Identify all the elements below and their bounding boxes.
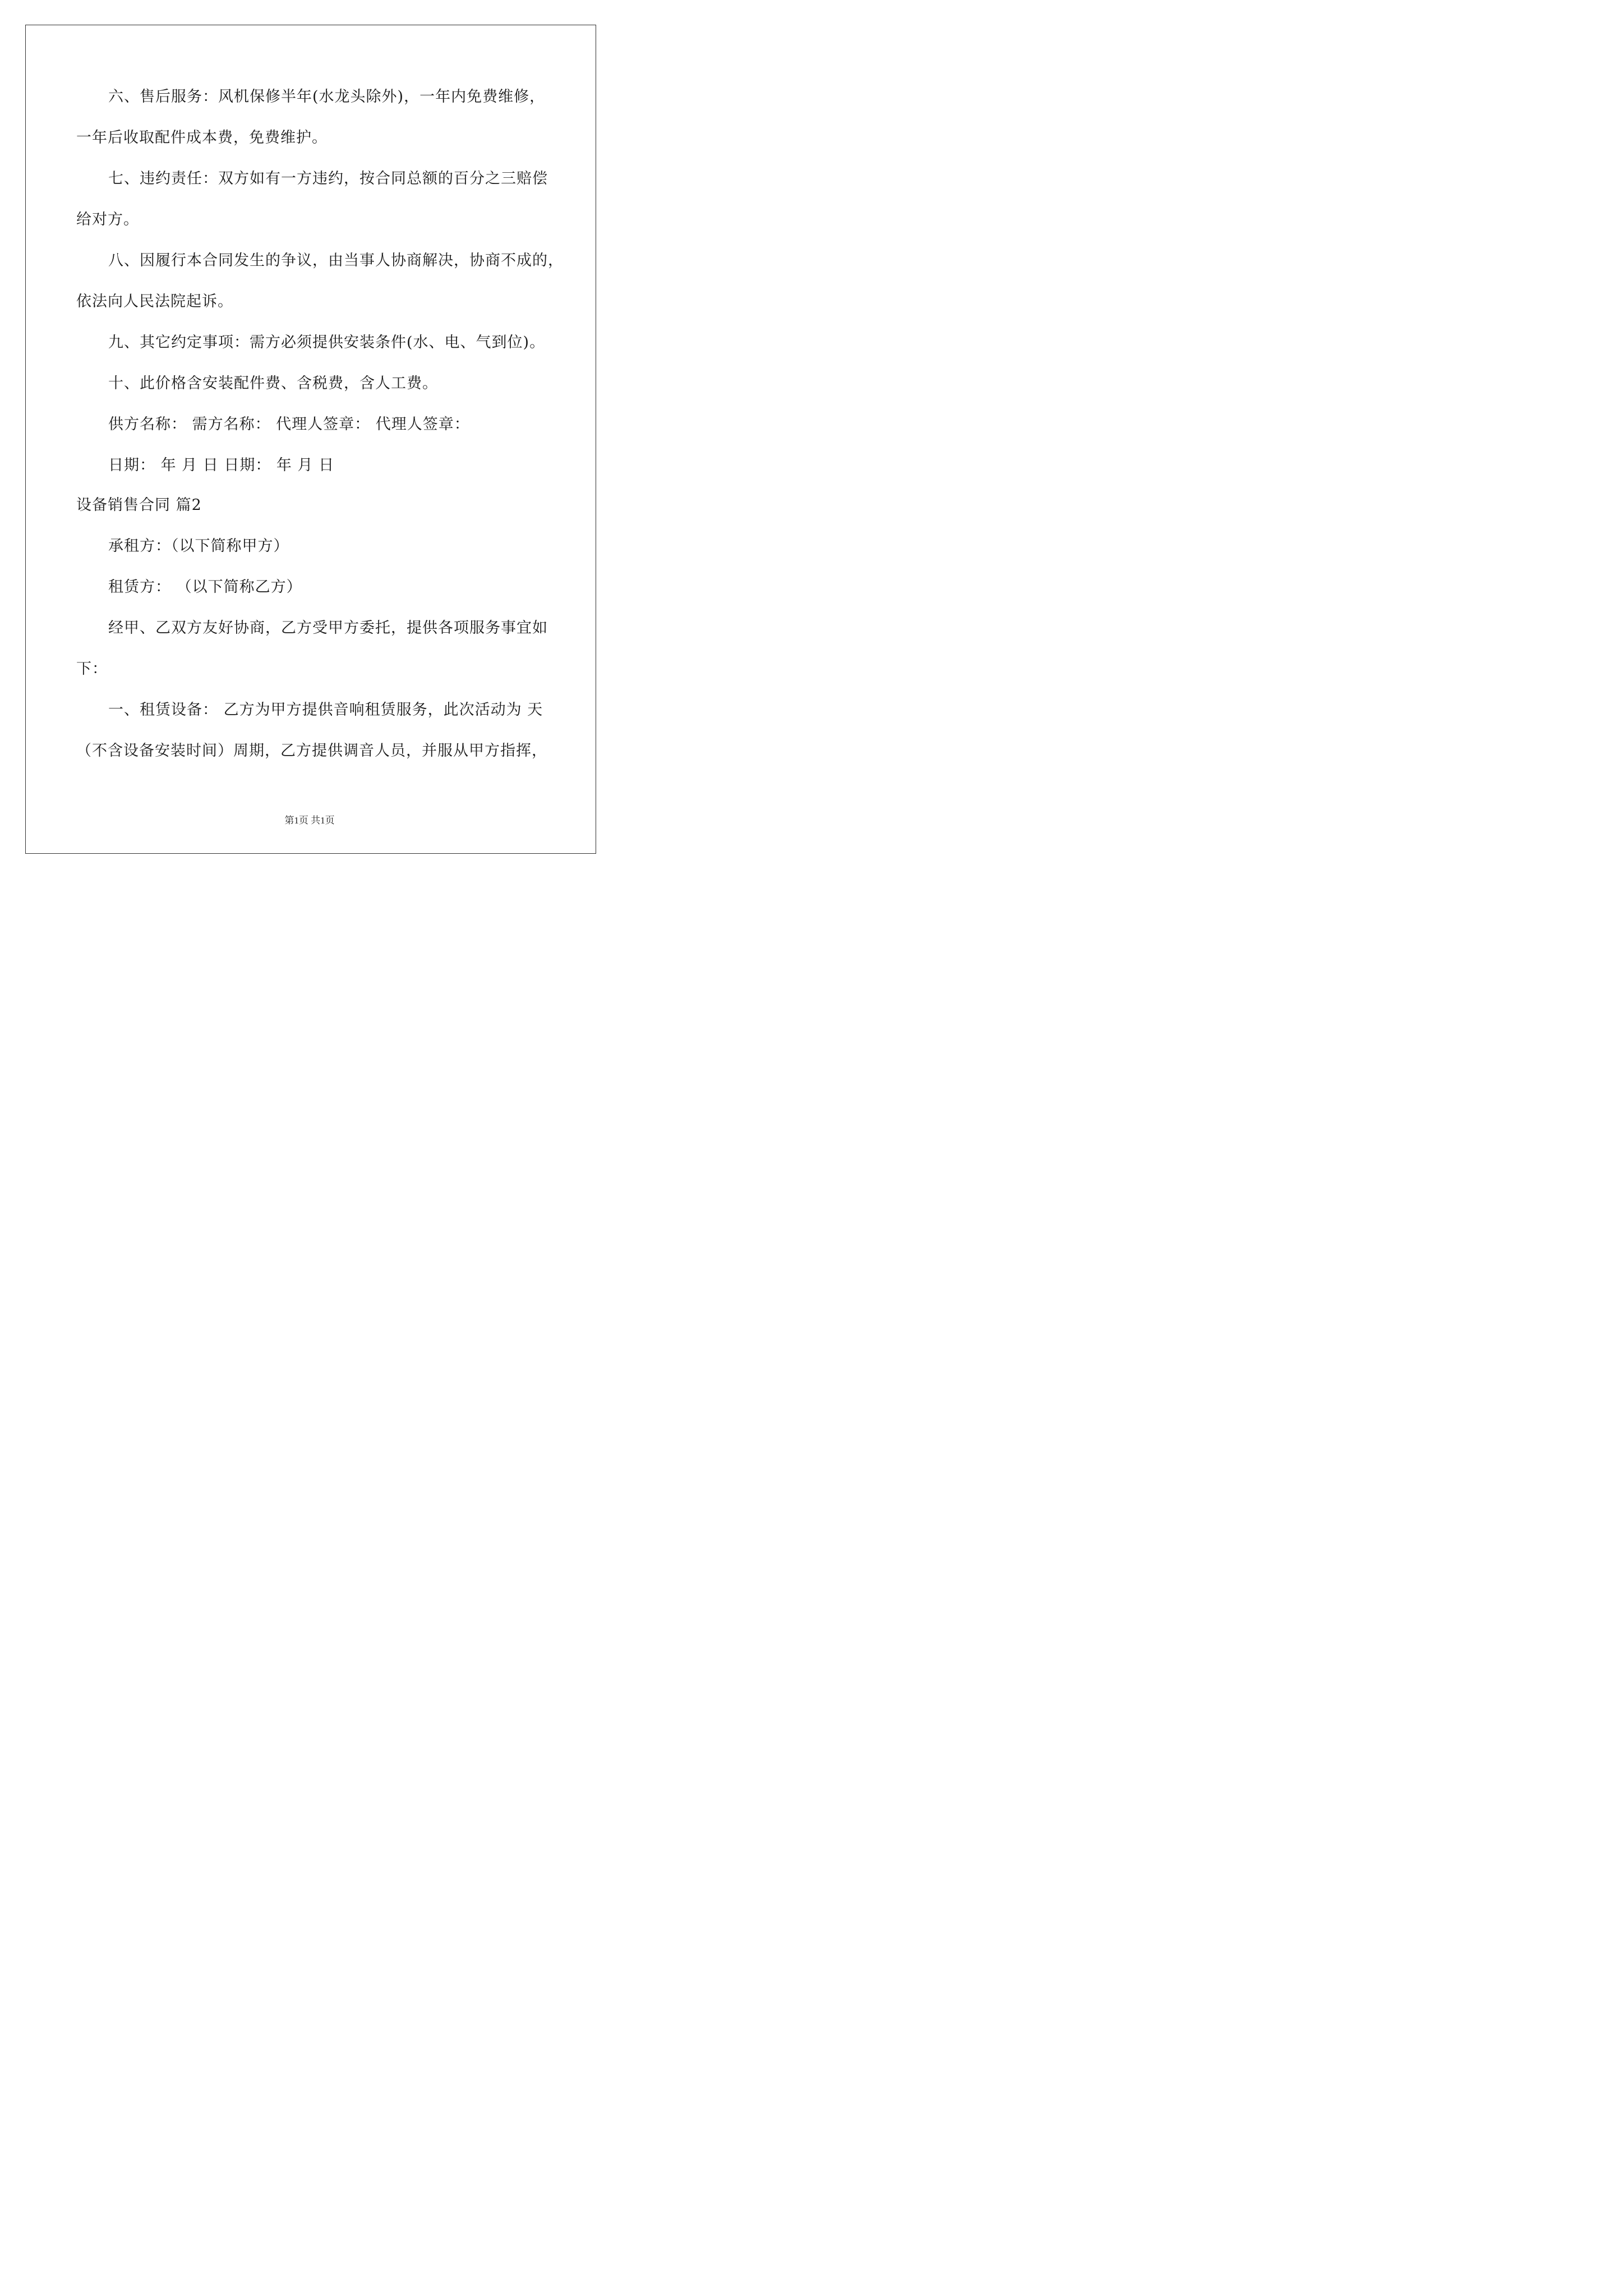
paragraph-price-includes: 十、此价格含安装配件费、含税费，含人工费。 [108,375,438,392]
paragraph-breach-liability-cont: 给对方。 [76,211,139,228]
section-heading-contract-2: 设备销售合同 篇2 [76,496,202,514]
paragraph-dispute-resolution: 八、因履行本合同发生的争议，由当事人协商解决，协商不成的， [108,252,564,269]
paragraph-after-sales-service: 六、售后服务：风机保修半年(水龙头除外)，一年内免费维修， [108,88,546,105]
page-footer-page-number: 第1页 共1页 [284,815,335,826]
paragraph-rental-equipment-cont: （不含设备安装时间）周期，乙方提供调音人员，并服从甲方指挥， [76,742,547,760]
paragraph-rental-equipment: 一、租赁设备： 乙方为甲方提供音响租赁服务，此次活动为 天 [108,701,543,719]
page-border [25,25,596,854]
signature-parties-line: 供方名称： 需方名称： 代理人签章： 代理人签章： [108,416,470,433]
party-b-lessor: 租赁方： （以下简称乙方） [108,578,302,596]
paragraph-agreement-intro-cont: 下： [76,660,108,678]
paragraph-after-sales-service-cont: 一年后收取配件成本费，免费维护。 [76,129,328,146]
party-a-lessee: 承租方：（以下简称甲方） [108,537,289,555]
paragraph-dispute-resolution-cont: 依法向人民法院起诉。 [76,293,233,310]
paragraph-other-terms: 九、其它约定事项：需方必须提供安装条件(水、电、气到位)。 [108,334,546,351]
signature-date-line: 日期： 年 月 日 日期： 年 月 日 [108,457,335,474]
paragraph-agreement-intro: 经甲、乙双方友好协商，乙方受甲方委托，提供各项服务事宜如 [108,619,548,637]
paragraph-breach-liability: 七、违约责任：双方如有一方违约，按合同总额的百分之三赔偿 [108,170,548,187]
